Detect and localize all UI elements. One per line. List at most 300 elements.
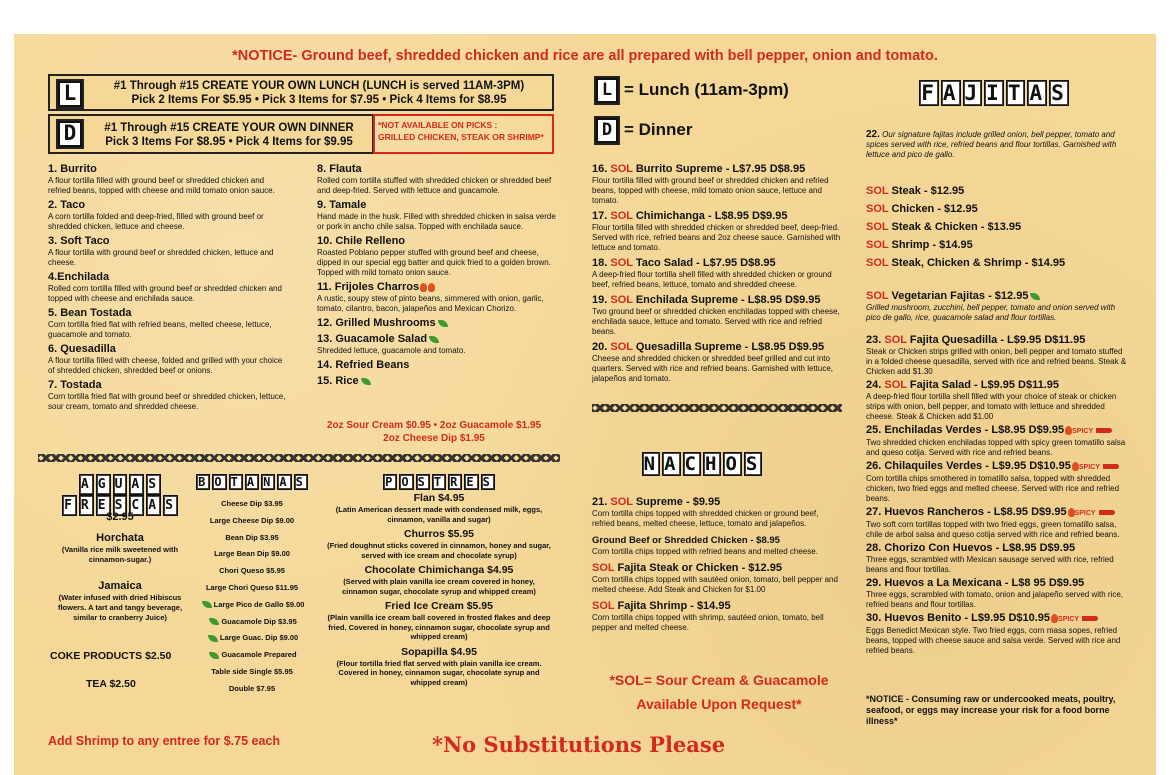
postres-item: [326, 600, 552, 642]
pick-desc: A flour tortilla with ground beef or shredded chicken, lettuce and cheese.: [48, 248, 274, 267]
jamaica-block: [50, 579, 190, 623]
right-menu-item: [866, 612, 1128, 656]
right-menu-item: [866, 379, 1128, 422]
right-item-desc: Corn tortilla chips smothered in tomatillo salsa, topped with shredded chicken, two fried eggs and melted cheese. Served with rice and refried beans.: [866, 474, 1120, 503]
right-item-price: - L$8 95 D$9.95: [1001, 577, 1085, 589]
lunch-box: [48, 74, 554, 111]
special-price: - L$8.95 D$9.95: [741, 341, 825, 353]
spicy-label: SPICY: [1074, 510, 1096, 517]
pick-title: 5. Bean Tostada: [48, 307, 132, 319]
nachos-supreme-desc: Corn tortilla chips topped with shredded chicken or ground beef, refried beans, melted cheese, lettuce, tomato and jalapeños.: [592, 509, 819, 528]
right-item-desc: A deep-fried flour tortilla shell filled with your choice of steak or chicken strips with onion, bell pepper, and tomato with lettuce and shredded cheese. Steak & Chicken add $1.00: [866, 392, 1117, 421]
aguas-letter: S: [146, 474, 161, 495]
nachos-letter: C: [684, 453, 699, 475]
postres-desc: (Fried doughnut sticks covered in cinnamon, honey and sugar, served with ice cream and chocolate syrup): [327, 541, 551, 560]
pick-title: 8. Flauta: [317, 163, 362, 175]
botanas-item: [192, 496, 312, 513]
pick-title: 2. Taco: [48, 199, 86, 211]
pick-item: [317, 281, 557, 314]
pick-desc: A flour tortilla filled with cheese, folded and grilled with your choice of shredded chicken, shredded beef or onions.: [48, 356, 283, 375]
special-name: Quesadilla Supreme: [635, 341, 742, 353]
sol-note-line2: Available Upon Request*: [636, 696, 802, 712]
right-item-name: Chilaquiles Verdes: [884, 460, 983, 472]
postres-desc: (Served with plain vanilla ice cream covered in honey, cinnamon sugar, chocolate syrup and whipped cream): [342, 577, 536, 596]
special-item: [592, 210, 847, 253]
special-name: Burrito Supreme: [635, 163, 723, 175]
nachos-letter: O: [725, 453, 740, 475]
not-available-line1: *NOT AVAILABLE ON PICKS :: [378, 120, 498, 130]
notice-banner: *NOTICE- Ground beef, shredded chicken and rice are all prepared with bell pepper, onion and tomato.: [232, 48, 938, 64]
postres-title: [374, 474, 504, 490]
sol-label: SOL: [884, 379, 907, 391]
extras-line2: 2oz Cheese Dip $1.95: [383, 433, 485, 444]
fajitas-letter: F: [921, 81, 937, 105]
veg-title: Vegetarian Fajitas - $12.95: [891, 290, 1029, 302]
right-item-num: 29.: [866, 577, 882, 589]
postres-letter: R: [450, 475, 461, 489]
botanas-title: [192, 474, 312, 490]
special-title: [592, 210, 787, 222]
postres-letter: S: [482, 475, 493, 489]
botanas-item-text: Large Bean Dip $9.00: [214, 549, 290, 559]
pick-item: [48, 199, 288, 232]
chili-pepper-icon: [1096, 428, 1112, 433]
aguas-price: $2.95: [106, 511, 134, 523]
pick-title: 6. Quesadilla: [48, 343, 116, 355]
sol-label: SOL: [866, 185, 889, 197]
aguas-letter: A: [146, 495, 161, 516]
right-item-desc: Eggs Benedict Mexican style. Two fried eggs, corn masa sopes, refried beans, topped with cheese sauce and salsa verde. Served with rice and refried beans.: [866, 626, 1121, 655]
pick-title: 10. Chile Relleno: [317, 235, 406, 247]
tea: TEA $2.50: [86, 678, 136, 690]
pick-title: 7. Tostada: [48, 379, 102, 391]
sol-label: SOL: [610, 163, 633, 175]
jamaica-name: Jamaica: [98, 580, 142, 592]
special-num: 19.: [592, 294, 608, 306]
postres-letter: T: [433, 475, 445, 489]
aguas-letter: R: [79, 495, 94, 516]
nachos-fajita-shrimp: [592, 600, 842, 633]
special-item: [592, 257, 847, 290]
botanas-item-text: Large Guac. Dip $9.00: [219, 633, 299, 643]
nachos-supreme: [592, 496, 842, 529]
postres-item: [326, 646, 552, 688]
chili-pepper-icon: [1082, 616, 1098, 621]
not-available-line2: GRILLED CHICKEN, STEAK OR SHRIMP*: [378, 132, 544, 142]
fajitas-letter: A: [1029, 81, 1046, 105]
right-item-num: 23.: [866, 334, 882, 346]
pick-title: 3. Soft Taco: [48, 235, 110, 247]
right-item-title: [866, 379, 1059, 391]
vegetarian-leaf-icon: [438, 320, 448, 327]
aguas-letter: A: [129, 474, 144, 495]
spicy-label: SPICY: [1072, 428, 1094, 435]
botanas-item: [192, 513, 312, 530]
special-desc: Cheese and shredded chicken or shredded beef grilled and cut into quarters. Served with rice and refried beans. Garnished with lettuce, jalapeños and tomato.: [592, 354, 834, 383]
nachos-fsh-title: Fajita Shrimp - $14.95: [617, 600, 731, 612]
pick-title: 15. Rice: [317, 375, 359, 387]
special-price: - L$7.95 D$8.95: [722, 163, 806, 175]
fire-icon: [1072, 462, 1079, 471]
botanas-letter: B: [198, 475, 209, 489]
sol-label: SOL: [884, 334, 907, 346]
right-menu-item: [866, 334, 1128, 377]
nachos-letter: A: [664, 453, 679, 475]
special-item: [592, 341, 847, 384]
dinner-line2: Pick 3 Items For $8.95 • Pick 4 Items for $9.95: [105, 136, 353, 148]
nachos-fs-title: Fajita Steak or Chicken - $12.95: [617, 562, 782, 574]
legend-lunch-text: = Lunch (11am-3pm): [624, 80, 789, 99]
spicy-label: SPICY: [1058, 616, 1080, 623]
fajitas-intro: [866, 130, 1118, 160]
sol-label: SOL: [866, 221, 889, 233]
right-item-title: [866, 424, 1112, 436]
dinner-box-text: [90, 121, 368, 149]
right-item-desc: Three eggs, scrambled with Mexican sausage served with rice, refried beans and flour tortillas.: [866, 555, 1114, 574]
postres-name: Chocolate Chimichanga $4.95: [364, 564, 514, 576]
special-price: - L$7.95 D$8.95: [693, 257, 776, 269]
postres-name: Flan $4.95: [413, 492, 465, 504]
special-title: [592, 294, 821, 306]
legend-lunch-letter: L: [594, 76, 620, 105]
sol-label: SOL: [866, 290, 889, 302]
vegetarian-leaf-icon: [202, 601, 212, 608]
fajitas-letter: T: [1007, 81, 1024, 105]
chili-pepper-icon: [1099, 510, 1115, 515]
right-item-num: 25.: [866, 424, 882, 436]
aguas-title: [50, 474, 190, 516]
aguas-letter: S: [113, 495, 128, 516]
dinner-box: [48, 114, 374, 154]
aguas-letter: G: [96, 474, 111, 495]
botanas-letter: S: [295, 475, 306, 489]
fajitas-intro-num: 22.: [866, 129, 880, 140]
horchata-block: [50, 531, 190, 565]
consume-notice: *NOTICE - Consuming raw or undercooked meats, poultry, seafood, or eggs may increase your risk for a food borne illness*: [866, 694, 1116, 726]
nachos-supreme-name: Supreme: [635, 496, 683, 508]
botanas-item: [192, 614, 312, 631]
postres-item: [326, 492, 552, 524]
add-shrimp-note: Add Shrimp to any entree for $.75 each: [48, 734, 281, 748]
postres-letter: E: [466, 475, 477, 489]
right-item-name: Huevos Rancheros: [884, 506, 985, 518]
right-item-num: 24.: [866, 379, 882, 391]
fajitas-title: [884, 80, 1104, 106]
pick-desc: Rolled corn tortilla filled with ground beef or shredded chicken and topped with cheese and enchilada sauce.: [48, 284, 282, 303]
pick-title: 9. Tamale: [317, 199, 367, 211]
picks-right-column: [317, 163, 557, 391]
postres-name: Churros $5.95: [403, 528, 475, 540]
postres-item: [326, 528, 552, 560]
botanas-item: [192, 681, 312, 698]
right-item-num: 30.: [866, 612, 882, 624]
pick-item: [317, 163, 557, 196]
pick-item: [317, 199, 557, 232]
postres-list: [326, 492, 552, 691]
botanas-letter: A: [246, 475, 258, 489]
right-item-title: [866, 334, 1085, 346]
sol-label: SOL: [610, 341, 633, 353]
nachos-fs-desc: Corn tortilla chips topped with sautéed onion, tomato, bell pepper and melted cheese. Add Steak and Chicken for $1.00: [592, 575, 838, 594]
no-substitutions: *No Substitutions Please: [432, 732, 726, 757]
pick-item: [48, 271, 288, 304]
vegetarian-fajitas: [866, 290, 1116, 323]
pick-title: 4.Enchilada: [48, 271, 110, 283]
nachos-letter: H: [705, 453, 720, 475]
pick-item: [317, 359, 557, 372]
right-item-num: 28.: [866, 542, 882, 554]
nachos-title: [592, 452, 812, 476]
right-item-num: 26.: [866, 460, 882, 472]
jamaica-desc: (Water infused with dried Hibiscus flowers. A tart and tangy beverage, similar to cranberry Juice): [57, 593, 183, 622]
pick-desc: Corn tortilla fried flat with refried beans, melted cheese, lettuce, guacamole and tomato.: [48, 320, 272, 339]
aguas-title-line1: [50, 474, 190, 495]
menu-page: [14, 34, 1156, 775]
fajitas-intro-text: Our signature fajitas include grilled onion, bell pepper, tomato and spices served with rice, refried beans and flour tortillas. Garnished with lettuce and pico de gallo.: [866, 130, 1117, 159]
right-item-price: - L$8.95 D$9.95: [984, 506, 1067, 518]
special-desc: Two ground beef or shredded chicken enchiladas topped with cheese, enchilada sauce, lettuce and tomato. Served with rice and refried beans.: [592, 307, 840, 336]
veg-desc: Grilled mushroom, zucchini, bell pepper, tomato and onion served with pico de gallo, rice, guacamole salad and flour tortillas.: [866, 303, 1116, 322]
extras-text: [304, 419, 564, 445]
pick-title: 12. Grilled Mushrooms: [317, 317, 436, 329]
nachos-fsh-desc: Corn tortilla chips topped with shrimp, sautéed onion, tomato, bell pepper and melted cheese.: [592, 613, 824, 632]
fajitas-letter: I: [986, 81, 1002, 105]
botanas-item: [192, 563, 312, 580]
fajitas-prices: [866, 182, 1116, 272]
fajitas-letter: S: [1051, 81, 1067, 105]
pick-desc: Corn tortilla fried flat with ground beef or shredded chicken, lettuce, sour cream, tomato and shredded cheese.: [48, 392, 286, 411]
chili-pepper-icon: [1103, 464, 1119, 469]
right-item-title: [866, 506, 1115, 518]
sol-note-line1: *SOL= Sour Cream & Guacamole: [609, 672, 829, 688]
nachos-gb-desc: Corn tortilla chips topped with refried beans and melted cheese.: [592, 547, 818, 556]
right-item-desc: Two shredded chicken enchiladas topped with spicy green tomatillo salsa and queso cotija. Served with rice and refried beans.: [866, 438, 1126, 457]
pick-item: [317, 333, 557, 356]
special-title: [592, 341, 824, 353]
aguas-letter: U: [113, 474, 128, 495]
right-item-num: 27.: [866, 506, 882, 518]
special-num: 18.: [592, 257, 608, 269]
pick-desc: Rolled corn tortilla stuffed with shredded chicken or shredded beef and deep-fried. Served with lettuce and guacamole.: [317, 176, 552, 195]
botanas-item-text: Guacamole Prepared: [221, 650, 297, 660]
botanas-item-text: Guacamole Dip $3.95: [221, 616, 297, 626]
nachos-letter: S: [745, 453, 761, 475]
right-item-title: [866, 460, 1119, 472]
right-item-name: Chorizo Con Huevos: [884, 542, 993, 554]
picks-left-column: [48, 163, 288, 415]
sol-label: SOL: [592, 562, 615, 574]
botanas-item: [192, 647, 312, 664]
right-item-name: Enchiladas Verdes: [884, 424, 982, 436]
fajita-price-row: [866, 200, 1116, 218]
special-name: Enchilada Supreme: [635, 294, 738, 306]
botanas-item-text: Double $7.95: [228, 683, 276, 693]
postres-desc: (Latin American dessert made with condensed milk, eggs, cinnamon, vanilla and sugar): [335, 505, 543, 524]
right-item-desc: Steak or Chicken strips grilled with onion, bell pepper and tomato stuffed in a folded cheese quesadilla, served with rice and refried beans. Steak & Chicken add $1.30: [866, 347, 1127, 376]
botanas-item: [192, 664, 312, 681]
sol-label: SOL: [610, 294, 633, 306]
botanas-item: [192, 630, 312, 647]
legend-lunch: [594, 76, 789, 105]
botanas-letter: A: [279, 475, 290, 489]
botanas-item-text: Chori Queso $5.95: [219, 566, 285, 576]
vegetarian-leaf-icon: [208, 635, 218, 642]
pick-item: [48, 163, 288, 196]
fajita-price-row: [866, 182, 1116, 200]
postres-letter: S: [417, 475, 428, 489]
vegetarian-leaf-icon: [361, 378, 371, 385]
special-desc: Flour tortilla filled with ground beef or shredded chicken and refried beans, topped with cheese, mild tomato onion sauce, lettuce and tomato.: [592, 176, 829, 205]
pick-item: [317, 375, 557, 388]
postres-letter: O: [401, 475, 412, 489]
pick-item: [48, 235, 288, 268]
zigzag-divider-left: [38, 454, 560, 462]
botanas-letter: T: [230, 475, 241, 489]
right-item-desc: Two soft corn tortillas topped with two fried eggs, green tomatillo salsa, chile de arbol salsa and queso cotija served with rice and refried beans.: [866, 520, 1120, 539]
right-item-price: - L$9.95 D$10.95: [982, 460, 1071, 472]
right-item-title: [866, 612, 1098, 624]
right-item-name: Fajita Salad: [909, 379, 971, 391]
aguas-letter: C: [129, 495, 144, 516]
vegetarian-leaf-icon: [429, 336, 439, 343]
horchata-name: Horchata: [96, 532, 144, 544]
right-menu-item: [866, 424, 1128, 458]
sol-label: SOL: [610, 210, 633, 222]
fajita-price-text: Shrimp - $14.95: [891, 239, 973, 251]
special-num: 16.: [592, 163, 608, 175]
pick-item: [48, 343, 288, 376]
special-item: [592, 163, 847, 206]
fire-icon: [428, 283, 435, 292]
lunch-line1: #1 Through #15 CREATE YOUR OWN LUNCH (LUNCH is served 11AM-3PM): [113, 80, 525, 92]
specials-list: [592, 163, 847, 388]
nachos-fajita-steak: [592, 562, 842, 595]
sol-note: [584, 668, 854, 716]
special-title: [592, 257, 776, 269]
extras-line1: 2oz Sour Cream $0.95 • 2oz Guacamole $1.95: [326, 420, 542, 431]
pick-item: [48, 307, 288, 340]
fajita-price-row: [866, 254, 1116, 272]
fire-icon: [1051, 614, 1058, 623]
botanas-item: [192, 580, 312, 597]
sol-label: SOL: [866, 239, 889, 251]
spicy-label: SPICY: [1078, 464, 1100, 471]
pick-desc: A flour tortilla filled with ground beef or shredded chicken and refried beans, topped with cheese and mild tomato onion sauce.: [48, 176, 275, 195]
pick-desc: Hand made in the husk. Filled with shredded chicken in salsa verde or pork in ancho chile salsa. Topped with enchilada sauce.: [317, 212, 556, 231]
botanas-letter: O: [214, 475, 225, 489]
aguas-letter: A: [79, 474, 94, 495]
postres-letter: P: [385, 475, 396, 489]
pick-title: 14. Refried Beans: [317, 359, 410, 371]
fajita-price-text: Steak - $12.95: [891, 185, 965, 197]
right-menu-item: [866, 506, 1128, 540]
pick-title: 11. Frijoles Charros: [317, 281, 420, 293]
sol-label: SOL: [610, 496, 633, 508]
zigzag-divider-middle: [592, 404, 842, 412]
postres-name: Sopapilla $4.95: [401, 645, 477, 658]
postres-name: Fried Ice Cream $5.95: [385, 600, 493, 612]
aguas-letter: S: [163, 495, 178, 516]
fajitas-letter: J: [964, 81, 981, 105]
pick-item: [317, 317, 557, 330]
botanas-item: [192, 530, 312, 547]
lunch-letter-badge: L: [56, 79, 84, 109]
pick-desc: A corn tortilla folded and deep-fried, filled with ground beef or shredded chicken, lettuce and cheese.: [48, 212, 264, 231]
sol-label: SOL: [610, 257, 633, 269]
right-item-title: [866, 577, 1084, 589]
pick-title: 1. Burrito: [48, 163, 97, 175]
pick-item: [317, 235, 557, 278]
nachos-supreme-num: 21.: [592, 496, 608, 508]
postres-desc: (Flour tortilla fried flat served with plain vanilla ice cream. Covered in honey, cinnamon sugar, chocolate syrup and whipped cream): [336, 658, 542, 687]
botanas-letter: N: [263, 475, 274, 489]
fajita-price-text: Steak, Chicken & Shrimp - $14.95: [891, 257, 1066, 269]
nachos-ground-beef: [592, 534, 842, 557]
special-num: 20.: [592, 341, 608, 353]
fire-icon: [1068, 508, 1075, 517]
right-item-price: - L$9.95 D$11.95: [997, 334, 1086, 346]
pick-desc: Shredded lettuce, guacamole and tomato.: [317, 346, 466, 355]
special-price: - L$8.95 D$9.95: [737, 294, 821, 306]
dinner-line1: #1 Through #15 CREATE YOUR OWN DINNER: [104, 122, 354, 134]
legend-dinner: [594, 116, 693, 145]
sol-label: SOL: [592, 600, 615, 612]
right-item-name: Fajita Quesadilla: [909, 334, 998, 346]
right-menu-item: [866, 542, 1128, 575]
fajita-price-row: [866, 218, 1116, 236]
postres-desc: (Plain vanilla ice cream ball covered in frosted flakes and deep fried. Covered in honey, cinnamon sugar, chocolate syrup and whipped cream): [327, 613, 551, 641]
nachos-list: [592, 496, 842, 633]
right-item-name: Huevos Benito: [884, 612, 962, 624]
right-item-name: Huevos a La Mexicana: [884, 577, 1002, 589]
right-menu-item: [866, 460, 1128, 504]
horchata-desc: (Vanilla rice milk sweetened with cinnamon-sugar.): [61, 545, 179, 564]
vegetarian-leaf-icon: [209, 618, 219, 625]
fajita-price-text: Chicken - $12.95: [891, 203, 978, 215]
nachos-gb-title: Ground Beef or Shredded Chicken - $8.95: [592, 535, 780, 546]
right-menu-item: [866, 577, 1128, 610]
coke-products: COKE PRODUCTS $2.50: [50, 650, 172, 662]
special-name: Chimichanga: [635, 210, 705, 222]
pick-title: 13. Guacamole Salad: [317, 333, 428, 345]
botanas-item-text: Cheese Dip $3.95: [221, 499, 283, 508]
pick-desc: Roasted Poblano pepper stuffed with ground beef and cheese, dipped in our special egg batter and quick fried to a golden brown. Topped with mild tomato onion sauce.: [317, 248, 551, 277]
legend-dinner-text: = Dinner: [624, 120, 693, 139]
fajitas-letter: A: [942, 81, 959, 105]
sol-label: SOL: [866, 203, 889, 215]
lunch-box-text: [90, 79, 548, 107]
botanas-item-text: Large Pico de Gallo $9.00: [213, 599, 305, 609]
nachos-supreme-price: - $9.95: [682, 496, 721, 508]
special-desc: A deep-fried flour tortilla shell filled with shredded chicken or ground beef, refried beans, lettuce, tomato and shredded cheese.: [592, 270, 832, 289]
pick-item: [48, 379, 288, 412]
fajita-price-text: Steak & Chicken - $13.95: [891, 221, 1022, 233]
not-available-box: [373, 114, 554, 154]
botanas-list: [192, 496, 312, 698]
fajita-price-row: [866, 236, 1116, 254]
botanas-item: [192, 546, 312, 563]
right-item-price: - L$9.95 D$11.95: [970, 379, 1060, 391]
right-item-price: - L$9.95 D$10.95: [961, 612, 1051, 624]
special-item: [592, 294, 847, 337]
fire-icon: [420, 283, 427, 292]
aguas-letter: E: [96, 495, 111, 516]
vegetarian-leaf-icon: [1030, 293, 1040, 300]
sol-label: SOL: [866, 257, 889, 269]
special-price: - L$8.95 D$9.95: [704, 210, 788, 222]
right-items-list: [866, 334, 1128, 658]
botanas-item: [192, 597, 312, 614]
